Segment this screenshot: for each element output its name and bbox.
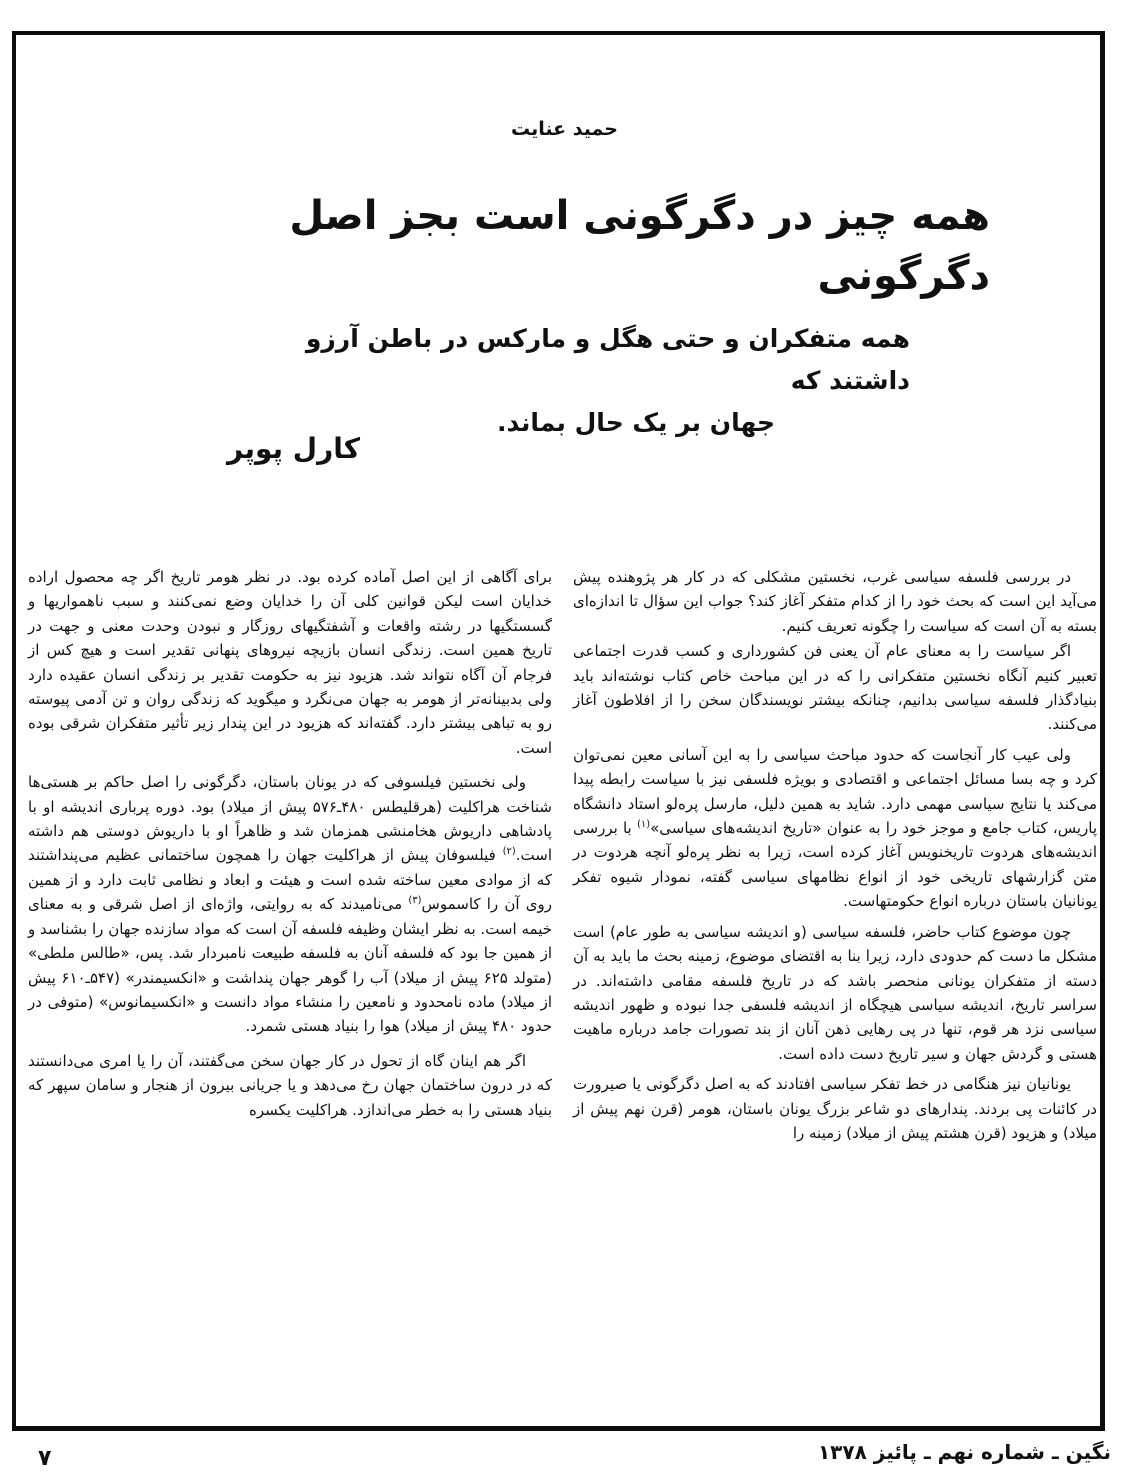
- footnote-marker: (۲): [502, 846, 516, 858]
- article-title: همه چیز در دگرگونی است بجز اصل دگرگونی: [289, 193, 990, 299]
- left-column: [28, 565, 552, 1122]
- epigraph-line-1: همه متفکران و حتی هگل و مارکس در باطن آرزو داشتند که: [305, 324, 910, 395]
- paragraph-text: با بررسی اندیشه‌های هردوت تاریخنویس آغاز کرده است، زیرا به نظر پره‌لو آنچه هردوت در متن گزارشهای تاریخی خود از انواع نظامهای سیاسی گفته، نمودار شیوه تفکر یونانیان باستان درباره انواع حکومتهاست.: [573, 819, 1097, 911]
- article-author: حمید عنایت: [511, 118, 618, 140]
- paragraph: اگر هم اینان گاه از تحول در کار جهان سخن می‌گفتند، آن را یا امری می‌دانستند که در درون ساختمان جهان رخ می‌دهد و یا جریانی بیرون از هنجار و سامان سپهر که بنیاد هستی را به خطر می‌اندازد. هراکلیت یکسره: [28, 1051, 552, 1119]
- paragraph: [28, 770, 552, 1038]
- paragraph-text: ولی نخستین فیلسوفی که در یونان باستان، دگرگونی را اصل حاکم بر هستی‌ها شناخت هراکلیت (هرقلیطس ۴۸۰ـ۵۷۶ پیش از میلاد) بود. دوره پرباری اندیشه او با پادشاهی داریوش هخامنشی همزمان شد و ظاهراً او با داریوش دوستی هم داشته است.: [28, 773, 552, 865]
- paragraph: اگر سیاست را به معنای عام آن یعنی فن کشورداری و کسب قدرت اجتماعی تعبیر کنیم آنگاه نخستین متفکرانی را که در این مباحث خاص کتاب نوشته‌اند باید بنیادگذار فلسفه سیاسی بدانیم، چنانکه بیشتر نویسندگان سخن را از افلاطون آغاز می‌کنند.: [573, 642, 1097, 734]
- epigraph-attribution: کارل پوپر: [227, 432, 360, 465]
- footnote-marker: (۳): [408, 895, 422, 907]
- paragraph-text: فیلسوفان پیش از هراکلیت جهان را همچون ساختمانی عظیم می‌پنداشتند که از موادی معین ساخته شده است و هیئت و ابعاد و نظامی ثابت دارد و از همین روی آن را کاسموس: [28, 846, 553, 914]
- epigraph-line-2: جهان بر یک حال بماند.: [497, 408, 775, 437]
- paragraph: [573, 743, 1097, 914]
- issue-info: نگین ـ شماره نهم ـ پائیز ۱۳۷۸: [817, 1440, 1111, 1464]
- paragraph-text: ولی عیب کار آنجاست که حدود مباحث سیاسی را به این آسانی معین نمی‌توان کرد و چه بسا مسائل اجتماعی و اقتصادی و بویژه فلسفی نیز با سیاست رابطه پیدا می‌کند یا نتایج سیاسی مهمی دارد. شاید به همین دلیل، مارسل پره‌لو استاد دانشگاه پاریس، کتاب جامع و موجز خود را به عنوان «تاریخ اندیشه‌های سیاسی»: [573, 745, 1097, 838]
- paragraph: در بررسی فلسفه سیاسی غرب، نخستین مشکلی که در کار هر پژوهنده پیش می‌آید این است که بحث خود را از کدام متفکر آغاز کند؟ جواب این سؤال تا اندازه‌ای بسته به آن است که سیاست را چگونه تعریف کنیم.: [573, 568, 1097, 635]
- paragraph: برای آگاهی از این اصل آماده کرده بود. در نظر هومر تاریخ اگر چه محصول اراده خدایان است لیکن قوانین کلی آن را خدایان وضع نمی‌کنند و سبب ناهمواریها و گسستگیها در رشته واقعات و آشفتگیهای روزگار و نبودن وحدت معنی و جهت در تاریخ همین است. زندگی انسان بازیچه نیروهای پنهانی تقدیر است و هیچ کس از فرجام آن آگاه نتواند شد. هزیود نیز به حکومت تقدیر بر زندگی انسان عقیده دارد ولی بدبینانه‌تر از هومر به جهان می‌نگرد و میگوید که زندگی روان و تن آدمی پیوسته رو به تباهی بیشتر دارد. گفته‌اند که هزیود در این پندار زیر تأثیر متفکران شرقی بوده است.: [28, 568, 552, 757]
- footnote-marker: (۱): [636, 819, 651, 831]
- right-column: [573, 565, 1097, 1145]
- page-number: ۷: [38, 1446, 52, 1471]
- epigraph: [270, 318, 910, 444]
- paragraph-text: می‌نامیدند که به روایتی، واژه‌ای از اصل شرقی و به معنای خیمه است. به نظر ایشان وظیفه فلسفه آن است که مواد سازنده جهان را بشناسد و از همین جا بود که فلسفه آنان به فلسفه طبیعت نامبردار شد. پس، «طالس ملطی» (متولد ۶۲۵ پیش از میلاد) آب را گوهر جهان پنداشت و «انکسیمندر» (۵۴۷ـ۶۱۰ پیش از میلاد) ماده نامحدود و نامعین را منشاء مواد دانست و «انکسیمانوس» (متوفی در حدود ۴۸۰ پیش از میلاد) هوا را بنیاد هستی شمرد.: [28, 895, 553, 1036]
- paragraph: چون موضوع کتاب حاضر، فلسفه سیاسی (و اندیشه سیاسی به طور عام) است مشکل ما دست کم حدودی دارد، زیرا بنا به اقتضای موضوع، زمینه بحث ما باید به آن دسته از متفکران یونانی منحصر باشد که در تاریخ فلسفه مقامی داشته‌اند. در سراسر تاریخ، اندیشه سیاسی هیچگاه از اندیشه فلسفی جدا نبوده و ظهور اندیشه سیاسی نزد هر قوم، تنها در پی رهایی ذهن آنان از بند تصورات جامد درباره ماهیت هستی و گردش جهان و سیر تاریخ دست داده است.: [573, 922, 1097, 1063]
- paragraph: یونانیان نیز هنگامی در خط تفکر سیاسی افتادند که به اصل دگرگونی یا صیرورت در کائنات پی بردند. پندارهای دو شاعر بزرگ یونان باستان، هومر (قرن نهم پیش از میلاد) و هزیود (قرن هشتم پیش از میلاد) زمینه را: [573, 1075, 1097, 1142]
